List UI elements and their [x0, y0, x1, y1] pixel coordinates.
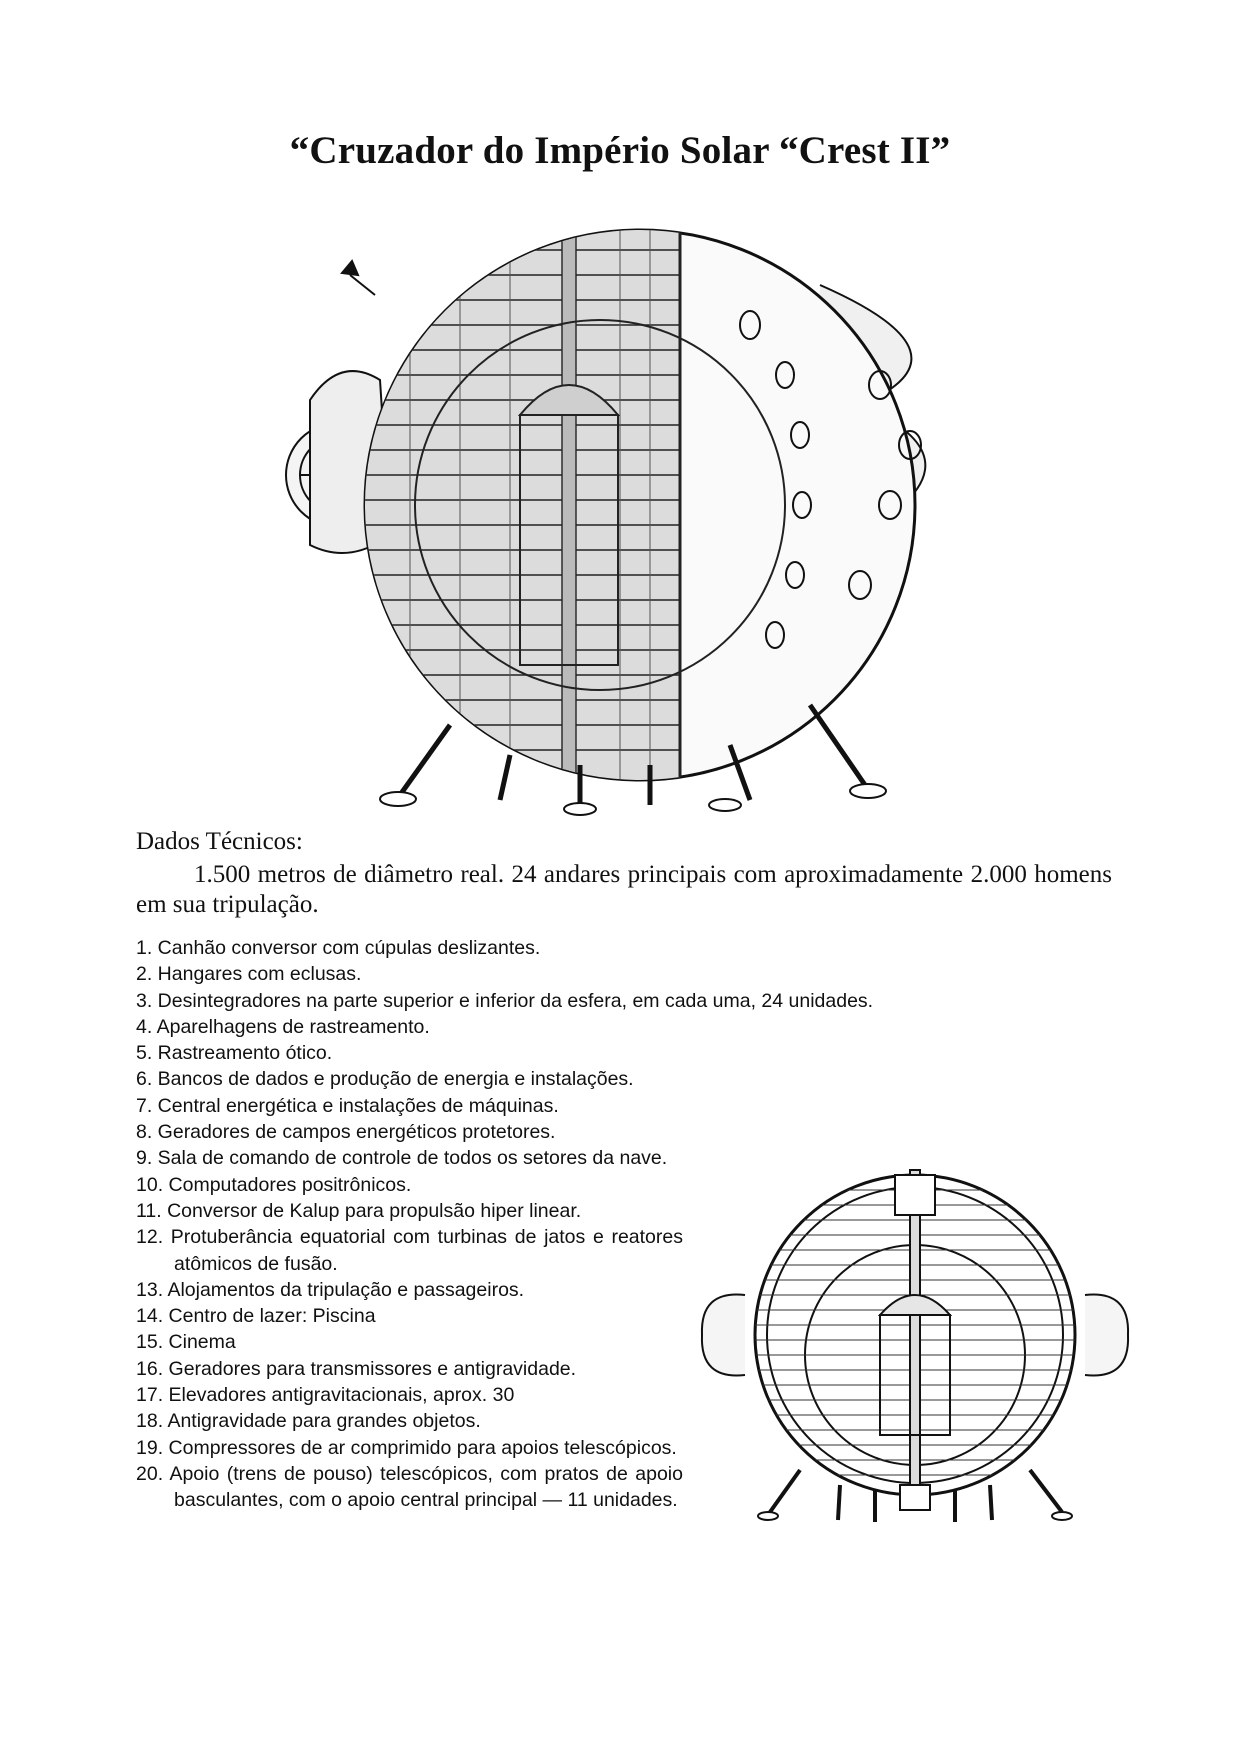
- legend-item: 8. Geradores de campos energéticos protetores.: [136, 1121, 556, 1144]
- legend-item: 10. Computadores positrônicos.: [136, 1173, 412, 1196]
- legend-item: 12. Protuberância equatorial com turbinas de jatos e reatores atômicos de fusão.: [136, 1226, 683, 1275]
- legend-item: 13. Alojamentos da tripulação e passageiros.: [136, 1278, 525, 1301]
- cruiser-cutaway-illustration: [280, 205, 980, 820]
- legend-item: 17. Elevadores antigravitacionais, aprox. 30: [136, 1384, 515, 1407]
- legend-item: 3. Desintegradores na parte superior e inferior da esfera, em cada uma, 24 unidades.: [136, 989, 874, 1012]
- legend-item: 6. Bancos de dados e produção de energia e instalações.: [136, 1068, 634, 1091]
- legend-item: 15. Cinema: [136, 1331, 236, 1354]
- legend-item: 20. Apoio (trens de pouso) telescópicos, com pratos de apoio basculantes, com o apoio central principal — 11 unidades.: [136, 1462, 683, 1512]
- legend-item: 5. Rastreamento ótico.: [136, 1042, 333, 1065]
- legend-item: 19. Compressores de ar comprimido para apoios telescópicos.: [136, 1436, 677, 1459]
- legend-item: 11. Conversor de Kalup para propulsão hiper linear.: [136, 1199, 582, 1222]
- specs-paragraph: 1.500 metros de diâmetro real. 24 andares principais com aproximadamente 2.000 homens em sua tripulação.: [136, 861, 1112, 918]
- cross-section-schematic: [690, 1150, 1140, 1550]
- parts-legend: [136, 935, 874, 1514]
- legend-item: 4. Aparelhagens de rastreamento.: [136, 1015, 430, 1038]
- legend-item: 9. Sala de comando de controle de todos os setores da nave.: [136, 1147, 668, 1170]
- page-title: “Cruzador do Império Solar “Crest II”: [289, 129, 951, 172]
- legend-item: 7. Central energética e instalações de máquinas.: [136, 1094, 559, 1117]
- specs-heading: Dados Técnicos:: [136, 828, 303, 855]
- legend-item: 16. Geradores para transmissores e antigravidade.: [136, 1357, 577, 1380]
- legend-item: 1. Canhão conversor com cúpulas deslizantes.: [136, 937, 541, 959]
- legend-item: 2. Hangares com eclusas.: [136, 963, 362, 986]
- legend-item: 14. Centro de lazer: Piscina: [136, 1305, 376, 1328]
- legend-item: 18. Antigravidade para grandes objetos.: [136, 1410, 481, 1433]
